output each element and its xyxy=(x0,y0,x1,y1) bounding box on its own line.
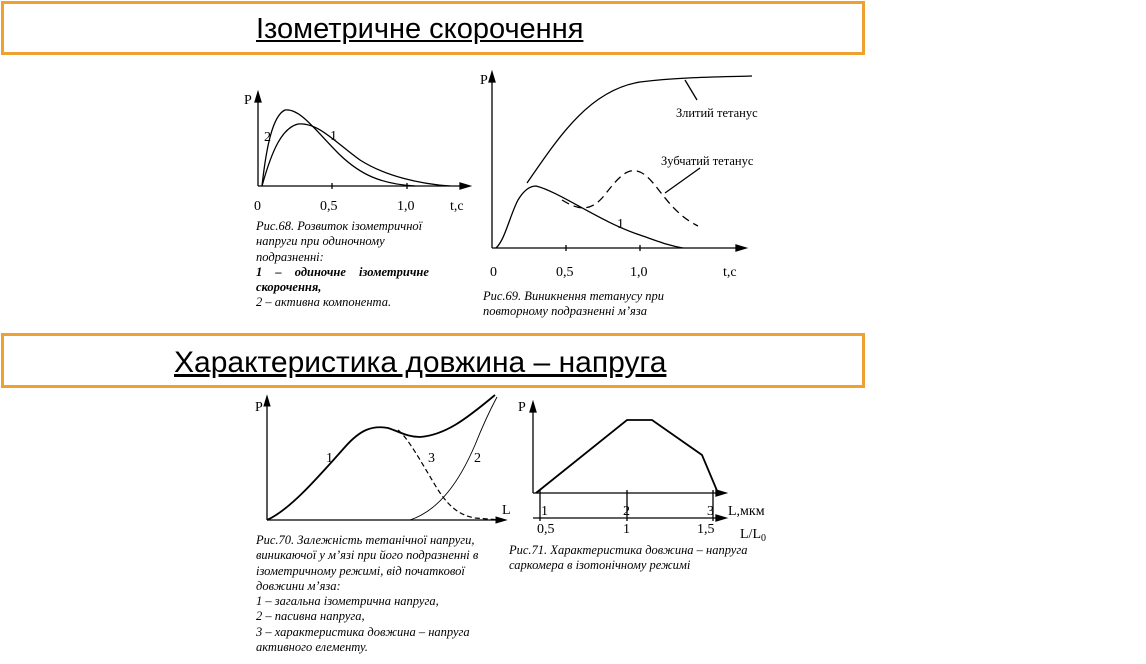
fig71-curve xyxy=(536,420,718,493)
fig71-tick-top-1: 1 xyxy=(541,504,548,519)
fig71-tick-bottom-05: 0,5 xyxy=(537,522,555,537)
section-title-isometric: Ізометричне скорочення xyxy=(256,13,584,45)
fig68-tick-10: 1,0 xyxy=(397,199,415,214)
fig71-tick-bottom-15: 1,5 xyxy=(697,522,715,537)
fig71-xlabel-um: L,мкм xyxy=(728,504,765,519)
fig69-xlabel: t,c xyxy=(723,265,737,280)
fig68-caption: Рис.68. Розвиток ізометричної напруги при одиночному подразненні: 1 – одиночне ізометричне скорочення, 2 – активна компонента. xyxy=(256,219,429,310)
fig69-tick-10: 1,0 xyxy=(630,265,648,280)
fig70-curve-label-2: 2 xyxy=(474,451,481,466)
fig70-curve-label-1: 1 xyxy=(326,451,333,466)
fig69-ylabel: P xyxy=(480,73,488,88)
fig68-xlabel: t,c xyxy=(450,199,464,214)
fig68-curve-label-1: 1 xyxy=(330,129,337,144)
fig71-tick-top-2: 2 xyxy=(623,504,630,519)
fig69-label-single: 1 xyxy=(617,217,624,232)
fig71-y-arrow xyxy=(530,402,536,412)
fig68-tick-0: 0 xyxy=(254,199,261,214)
fig71-tick-top-3: 3 xyxy=(707,504,714,519)
fig69-tick-0: 0 xyxy=(490,265,497,280)
fig71-x-arrow-2 xyxy=(716,515,726,521)
fig69-label-serrated: Зубчатий тетанус xyxy=(661,154,754,168)
fig71-ylabel: P xyxy=(518,400,526,415)
fig71-tick-bottom-1: 1 xyxy=(623,522,630,537)
fig70-curve-label-3: 3 xyxy=(428,451,435,466)
fig71-xlabel-ratio: $L/L_0$ xyxy=(740,527,766,544)
section-title-length-tension: Характеристика довжина – напруга xyxy=(174,346,667,379)
fig71-caption: Рис.71. Характеристика довжина – напруга саркомера в ізотонічному режимі xyxy=(509,543,748,573)
fig68-tick-05: 0,5 xyxy=(320,199,338,214)
fig69-label-fused: Злитий тетанус xyxy=(676,106,758,120)
fig69-caption: Рис.69. Виникнення тетанусу при повторному подразненні м’яза xyxy=(483,289,665,319)
fig70-ylabel: P xyxy=(255,400,263,415)
fig68-ylabel: P xyxy=(244,93,252,108)
fig70-caption: Рис.70. Залежність тетанічної напруги, виникаючої у м’язі при його подразненні в ізометричному режимі, від початкової довжини м’яза: 1 – загальна ізометрична напруга, 2 – пасивна напруга, 3 – характеристика довжина – напруга активного елементу. xyxy=(256,533,479,655)
fig68-curve-label-2: 2 xyxy=(264,130,271,145)
fig69-tick-05: 0,5 xyxy=(556,265,574,280)
fig70-xlabel: L xyxy=(502,503,511,518)
